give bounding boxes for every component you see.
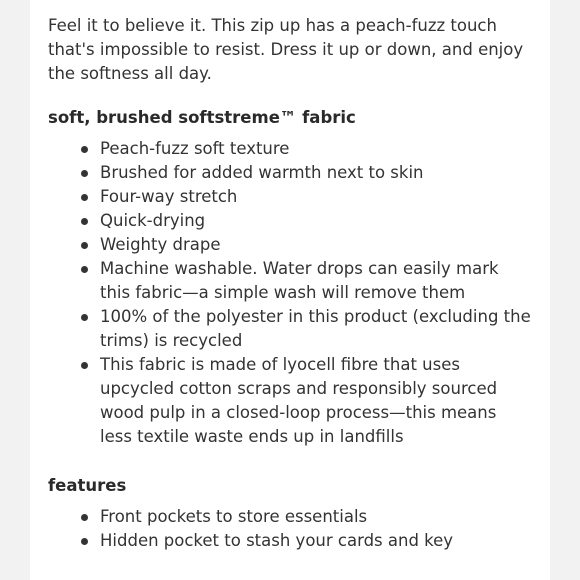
features-section-title: features: [48, 476, 127, 495]
list-item-text: Four-way stretch: [100, 187, 238, 206]
bullet-icon: [81, 218, 88, 225]
list-item-text: Brushed for added warmth next to skin: [100, 163, 424, 182]
list-item-text: 100% of the polyester in this product (excluding the trims) is recycled: [100, 307, 531, 350]
bullet-icon: [81, 362, 88, 369]
bullet-icon: [81, 514, 88, 521]
bullet-icon: [81, 314, 88, 321]
bullet-icon: [81, 242, 88, 249]
features-list: [48, 505, 532, 553]
list-item-text: Peach-fuzz soft texture: [100, 139, 290, 158]
list-item: [48, 529, 532, 553]
list-item: [48, 505, 532, 529]
product-description-panel: [30, 0, 550, 580]
list-item: [48, 161, 532, 185]
bullet-icon: [81, 266, 88, 273]
bullet-icon: [81, 146, 88, 153]
list-item-text: Front pockets to store essentials: [100, 507, 368, 526]
list-item-text: Weighty drape: [100, 235, 221, 254]
bullet-icon: [81, 170, 88, 177]
list-item-text: Machine washable. Water drops can easily mark this fabric—a simple wash will remove them: [100, 259, 499, 302]
fabric-feature-list: [48, 137, 532, 449]
list-item-text: This fabric is made of lyocell fibre that uses upcycled cotton scraps and responsibly sourced wood pulp in a closed-loop process—this means less textile waste ends up in landfills: [100, 355, 498, 446]
list-item-text: Hidden pocket to stash your cards and key: [100, 531, 454, 550]
list-item: [48, 185, 532, 209]
bullet-icon: [81, 538, 88, 545]
list-item: [48, 257, 532, 305]
list-item-text: Quick-drying: [100, 211, 206, 230]
list-item: [48, 305, 532, 353]
list-item: [48, 137, 532, 161]
list-item: [48, 353, 532, 449]
list-item: [48, 209, 532, 233]
bullet-icon: [81, 194, 88, 201]
intro-paragraph: Feel it to believe it. This zip up has a peach-fuzz touch that's impossible to resist. Dress it up or down, and enjoy the softness all day.: [48, 16, 524, 83]
fabric-section-title: soft, brushed softstreme™ fabric: [48, 108, 356, 127]
list-item: [48, 233, 532, 257]
